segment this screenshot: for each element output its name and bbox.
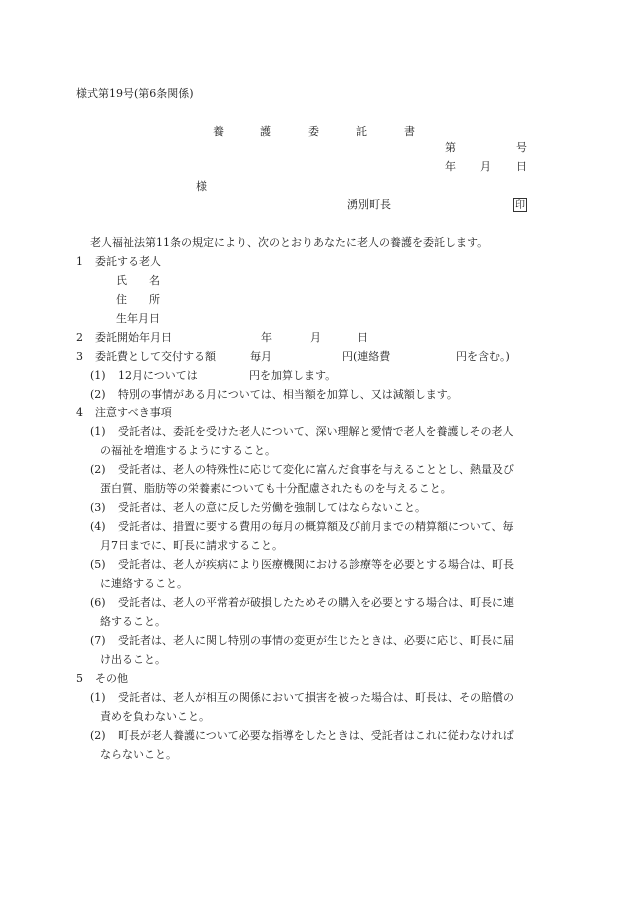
note-4-number: (4) (90, 520, 106, 533)
other-1-number: (1) (90, 691, 106, 704)
note-6-number: (6) (90, 596, 106, 609)
other-2-line-2: ならないこと。 (100, 748, 177, 761)
title-char-1: 養 (213, 125, 224, 138)
note-6-line-2: 絡すること。 (100, 615, 166, 628)
issuer: 湧別町長 (347, 198, 391, 211)
note-6-line-1: 受託者は、老人の平常着が破損したためその購入を必要とする場合は、町長に連 (118, 596, 514, 609)
note-1-line-1: 受託者は、委託を受けた老人について、深い理解と愛情で老人を養護しその老人 (118, 425, 514, 438)
section-1-number: 1 (76, 255, 83, 268)
start-day: 日 (357, 331, 368, 344)
addressee-sama: 様 (196, 180, 207, 193)
note-5-number: (5) (90, 558, 106, 571)
label-address-a: 住 (116, 293, 127, 306)
note-2-line-1: 受託者は、老人の特殊性に応じて変化に富んだ食事を与えることとし、熱量及び (118, 463, 514, 476)
note-5-line-2: に連絡すること。 (100, 577, 188, 590)
seal-stamp: 印 (515, 200, 525, 211)
label-address-b: 所 (149, 293, 160, 306)
section-3-number: 3 (76, 350, 83, 363)
note-3-line-1: 受託者は、老人の意に反した労働を強制してはならないこと。 (118, 501, 426, 514)
date-day: 日 (516, 160, 527, 173)
other-1-line-2: 責めを負わないこと。 (100, 710, 210, 723)
label-fee: 委託費として交付する額 (95, 350, 216, 363)
section-4-heading: 注意すべき事項 (95, 406, 172, 419)
note-7-number: (7) (90, 634, 106, 647)
section-1-heading: 委託する老人 (95, 255, 161, 268)
note-7-line-2: け出ること。 (100, 653, 166, 666)
date-year: 年 (445, 160, 456, 173)
start-month: 月 (310, 331, 321, 344)
label-start-date: 委託開始年月日 (95, 331, 172, 344)
note-1-line-2: の福祉を増進するようにすること。 (100, 444, 276, 457)
fee-monthly: 毎月 (250, 350, 272, 363)
fee-item-1-text-b: 円を加算します。 (249, 369, 337, 382)
fee-yen-open: 円(連絡費 (342, 350, 391, 363)
note-3-number: (3) (90, 501, 106, 514)
other-2-number: (2) (90, 729, 106, 742)
number-dai: 第 (445, 141, 456, 154)
date-month: 月 (480, 160, 491, 173)
note-4-line-2: 月7日までに、町長に請求すること。 (100, 539, 283, 552)
label-birthdate: 生年月日 (116, 312, 160, 325)
title-char-4: 託 (356, 125, 367, 138)
section-5-heading: その他 (95, 672, 128, 685)
section-5-number: 5 (76, 672, 83, 685)
note-1-number: (1) (90, 425, 106, 438)
fee-item-1-text-a: 12月については (118, 369, 198, 382)
intro-text: 老人福祉法第11条の規定により、次のとおりあなたに老人の養護を委託します。 (90, 236, 489, 249)
note-2-number: (2) (90, 463, 106, 476)
fee-item-2-number: (2) (90, 388, 106, 401)
label-name-b: 名 (149, 274, 160, 287)
note-7-line-1: 受託者は、老人に関し特別の事情の変更が生じたときは、必要に応じ、町長に届 (118, 634, 514, 647)
title-char-2: 護 (260, 125, 271, 138)
other-2-line-1: 町長が老人養護について必要な指導をしたときは、受託者はこれに従わなければ (118, 729, 514, 742)
title-char-5: 書 (404, 125, 415, 138)
fee-item-2-text: 特別の事情がある月については、相当額を加算し、又は減額します。 (118, 388, 458, 401)
fee-item-1-number: (1) (90, 369, 106, 382)
number-go: 号 (516, 141, 527, 154)
fee-yen-close: 円を含む。) (456, 350, 510, 363)
note-2-line-2: 蛋白質、脂肪等の栄養素についても十分配慮されたものを与えること。 (100, 482, 452, 495)
other-1-line-1: 受託者は、老人が相互の関係において損害を被った場合は、町長は、その賠償の (118, 691, 514, 704)
title-char-3: 委 (308, 125, 319, 138)
section-2-number: 2 (76, 331, 83, 344)
start-year: 年 (261, 331, 272, 344)
note-5-line-1: 受託者は、老人が疾病により医療機関における診療等を必要とする場合は、町長 (118, 558, 514, 571)
form-number: 様式第19号(第6条関係) (76, 87, 194, 100)
section-4-number: 4 (76, 406, 83, 419)
note-4-line-1: 受託者は、措置に要する費用の毎月の概算額及び前月までの精算額について、毎 (118, 520, 514, 533)
label-name-a: 氏 (116, 274, 127, 287)
